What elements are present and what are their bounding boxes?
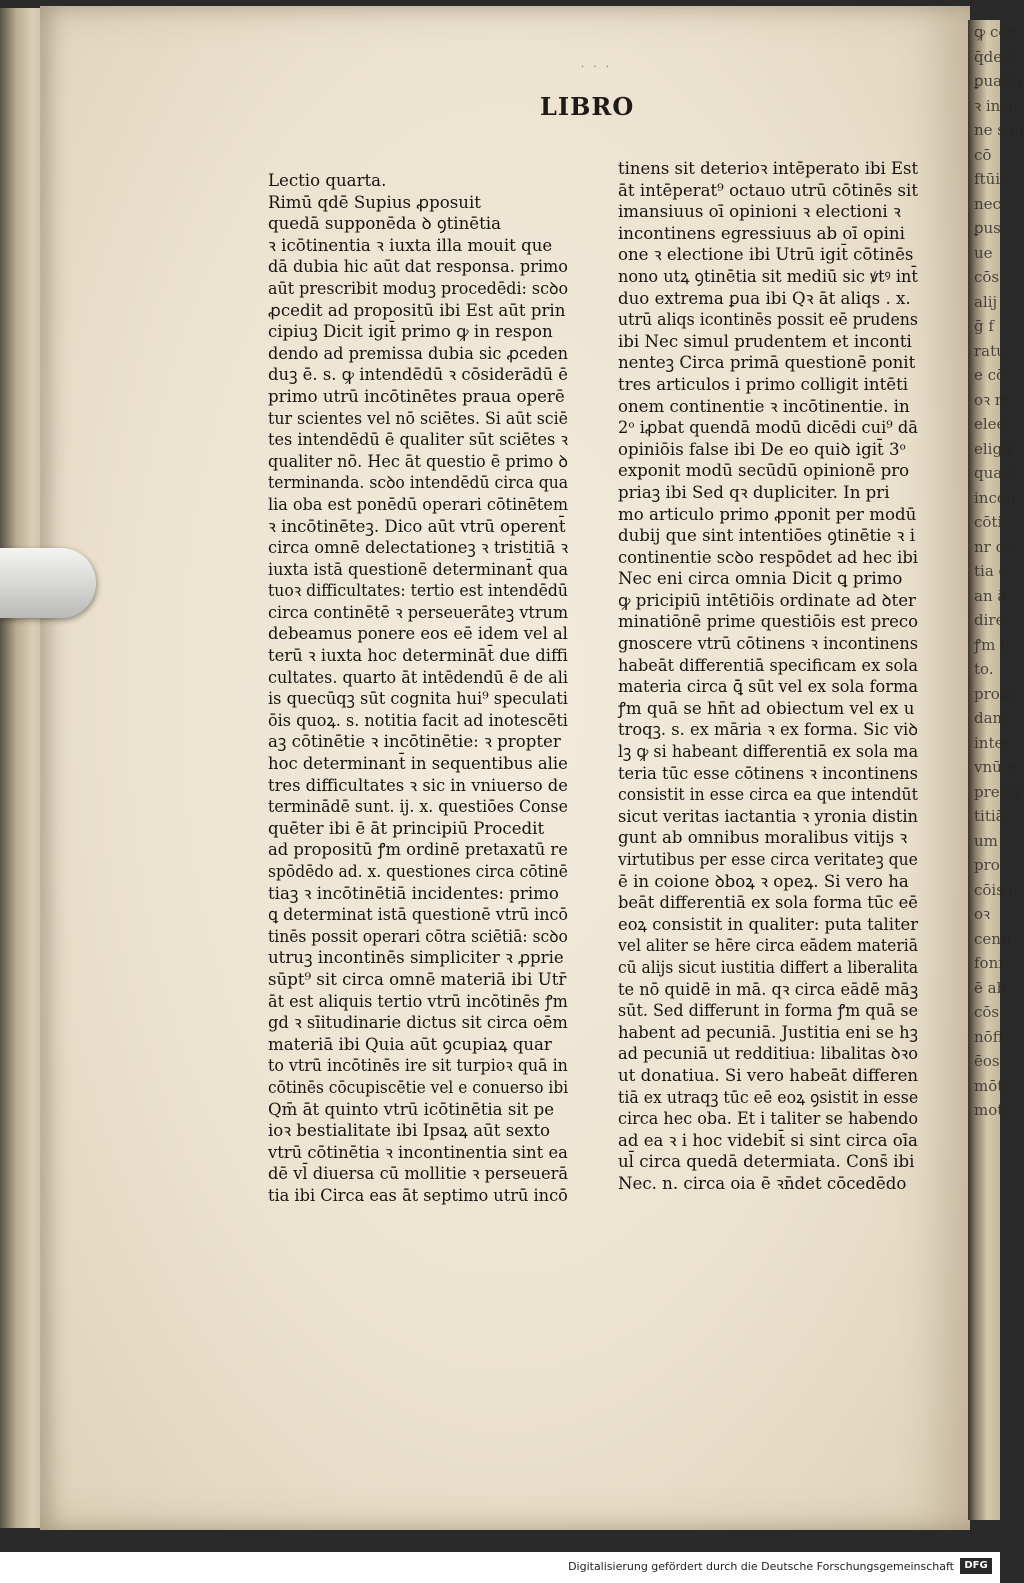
text-line [268, 300, 576, 322]
text-line-content: onem continentie ꝛ incōtinentie. in [618, 396, 910, 416]
text-line [618, 396, 936, 418]
text-line-content: tres articulos i primo colligit intēti [618, 374, 909, 394]
text-line-content: mo articulo primo ꝓponit per modū [618, 504, 917, 524]
text-line-content: dubij que sint intentiōes ꝯtinētie ꝛ i [618, 526, 916, 546]
text-line [618, 871, 936, 893]
digitization-footer [0, 1552, 1000, 1583]
text-line-content: Lectio quarta. [268, 171, 387, 190]
text-line [618, 309, 936, 331]
text-line-content: priaꝫ ibi Sed qꝛ dupliciter. In pri [618, 482, 890, 502]
text-line [618, 633, 936, 655]
text-line-content: ioꝛ bestialitate ibi Ipsaꝝ aūt sexto [268, 1121, 551, 1141]
text-line-content: ad ea ꝛ i hoc videbit̄ si sint circa oīa [618, 1130, 918, 1150]
facing-page-fragment: ꝑus [974, 219, 1001, 237]
text-line [618, 849, 936, 871]
text-line [618, 611, 936, 633]
text-line [618, 1087, 936, 1109]
text-line [268, 1142, 576, 1164]
text-line [268, 1012, 576, 1034]
text-line [268, 321, 576, 343]
facing-page-fragment: mote [974, 1101, 1013, 1119]
facing-page-fragment: cōti [974, 513, 1003, 531]
text-line-content: duꝫ ē. s. ꝙ intendēdū ꝛ cōsiderādū ē [268, 365, 569, 385]
text-line-content: sūt. Sed differunt in forma ꝭm quā se [618, 1001, 919, 1021]
text-line-content: ē in coione ꝺboꝝ ꝛ opeꝝ. Si vero ha [618, 871, 909, 891]
facing-page-fragment: ꝙ cōn [974, 23, 1018, 41]
text-line-content: materiā ibi Quia aūt ꝯcupiaꝝ quar [268, 1034, 552, 1054]
text-line-content: āt intēperat⁹ octauo utrū cōtinēs sit [618, 180, 918, 200]
facing-page-fragment: proba [974, 684, 1019, 703]
facing-page-fragment: foni [974, 954, 1004, 972]
text-line-content: debeamus ponere eos eē idem vel al [268, 624, 568, 644]
facing-page-fragment: ratu [974, 341, 1006, 360]
text-line [268, 904, 576, 926]
facing-page-fragment: cōs [974, 1003, 1000, 1021]
text-line-content: Qm̄ āt quinto vtrū icōtinētia sit pe [268, 1099, 555, 1119]
text-line-content: opiniōis false ibi De eo quiꝺ igit̄ 3ᵒ [618, 439, 906, 459]
text-line-content: lia oba est ponēdū operari cōtinētem [268, 494, 569, 514]
text-line-content: cultates. quarto āt intēdendū ē de ali [268, 667, 568, 687]
text-line [618, 1043, 936, 1065]
facing-page-fragment: ue [974, 243, 993, 262]
text-line [618, 784, 936, 806]
text-line [268, 796, 576, 818]
text-line-content: cipiuꝫ Dicit igit̄ primo ꝙ in respon [268, 322, 553, 342]
text-line [618, 266, 936, 288]
text-line-content: Nec. n. circa oia ē ꝛn̄det cōcedēdo [618, 1173, 907, 1193]
text-line [268, 688, 576, 710]
text-line [618, 590, 936, 612]
text-line [268, 645, 576, 667]
text-line-content: utruꝫ incontinēs simpliciter ꝛ ꝓprie [268, 948, 564, 968]
text-line [618, 1065, 936, 1087]
facing-page-fragment: ꝭm h [974, 635, 1010, 654]
text-line [268, 537, 576, 559]
facing-page-fragment: tia e [974, 562, 1008, 580]
facing-page-fragment: mōtr [974, 1076, 1011, 1095]
text-line-content: ꝛ incōtinēteꝫ. Dico aūt vtrū operent̄ [268, 516, 566, 536]
text-line [618, 331, 936, 353]
text-line [618, 352, 936, 374]
text-line [268, 710, 576, 732]
facing-page-fragment: dam o [974, 709, 1021, 727]
facing-page-fragment: ꝛ inco [974, 96, 1018, 115]
text-line [618, 698, 936, 720]
text-line-content: utrū aliqs icontinēs possit eē prudens [618, 310, 918, 330]
text-line [618, 806, 936, 828]
text-line-content: terū ꝛ iuxta hoc determināt̄ due diffi [268, 646, 568, 666]
text-line [268, 559, 576, 581]
text-line [268, 818, 576, 840]
facing-page-fragment: dire [974, 611, 1005, 629]
facing-page-fragment: cō [974, 145, 992, 164]
text-line [268, 278, 576, 300]
text-line-content: tur scientes vel nō sciētes. Si aūt sciē [268, 408, 568, 428]
facing-page-fragment: nr cō [974, 537, 1014, 556]
text-line [268, 947, 576, 969]
facing-page-fragment: vnū e [974, 758, 1016, 776]
text-line-content: cū alijs sicut iustitia differt a liberalita [618, 957, 919, 977]
text-line [618, 1000, 936, 1022]
text-line [268, 429, 576, 451]
facing-page-fragment: ftūit [974, 170, 1007, 188]
text-line-content: ad propositū ꝭm ordinē pretaxatū re [268, 840, 568, 860]
text-line [268, 472, 576, 494]
text-line-content: Nec eni circa omnia Dicit ꝗ primo [618, 569, 903, 589]
text-line-content: tes intendēdū ē qualiter sūt sciētes ꝛ [268, 430, 569, 450]
facing-page-fragment: quare [974, 464, 1019, 482]
text-line-content: habeāt differentiā specificam ex sola [618, 655, 919, 675]
text-line [268, 170, 576, 192]
text-line-content: duo extrema ꝑua ibi Qꝛ āt aliqs . x. [618, 288, 911, 308]
text-line-content: terminādē sunt. ij. x. questiōes Conse [268, 797, 568, 817]
text-line-content: dē vl̄ diuersa cū mollitie ꝛ perseuerā [268, 1164, 569, 1184]
facing-page-fragment: preter [974, 782, 1022, 801]
text-line [268, 1185, 576, 1207]
text-line-content: tinens sit deterioꝛ intēperato ibi Est [618, 159, 919, 178]
text-line-content: gd ꝛ sīitudinarie dictus sit circa oēm [268, 1013, 568, 1033]
page-mark: · · · [581, 62, 612, 73]
text-line [618, 1173, 936, 1195]
facing-page-fragment: cenfi [974, 929, 1011, 948]
text-line-content: to vtrū incōtinēs ire sit turpioꝛ quā in [268, 1056, 568, 1076]
text-line [618, 158, 936, 180]
text-line [268, 991, 576, 1013]
text-line-content: quēter ibi ē āt principiū Procedit [268, 818, 545, 838]
text-line [618, 827, 936, 849]
text-line [618, 1022, 936, 1044]
facing-page-fragment: ēos [974, 1052, 1000, 1070]
text-line-content: exponit modū secūdū opinionē pro [618, 461, 910, 481]
text-line-content: dā dubia hic aūt dat responsa. primo [268, 257, 568, 277]
text-line-content: tia ibi Circa eas āt septimo utrū incō [268, 1185, 568, 1205]
text-line [618, 460, 936, 482]
text-line-content: cōtinēs cōcupiscētie vel e conuerso ibi [268, 1077, 569, 1097]
text-line [268, 235, 576, 257]
facing-page-fragment: nec [974, 194, 1001, 213]
text-line-content: consistit in esse circa ea que intendūt [618, 785, 918, 805]
text-line-content: hoc determinant̄ in sequentibus alie [268, 754, 568, 774]
text-line-content: circa hec oba. Et i taliter se habendo [618, 1109, 919, 1129]
text-line-content: lꝫ ꝙ si habeant differentiā ex sola ma [618, 742, 919, 762]
text-line [268, 386, 576, 408]
text-line-content: ꝙ pricipiū intētiōis ordinate ad ꝺter [618, 590, 916, 610]
text-line-content: is quecūqꝫ sūt cognita hui⁹ speculati [268, 689, 568, 709]
facing-page-fragment: ne sim [974, 121, 1024, 139]
facing-page-fragment: an ā [974, 586, 1007, 605]
text-line [618, 547, 936, 569]
text-line-content: gunt ab omnibus moralibus vitijs ꝛ [618, 828, 908, 848]
text-line-content: materia circa ꝗ̄ sūt vel ex sola forma [618, 677, 918, 697]
facing-page-fragment: cōis q [974, 880, 1019, 899]
text-line-content: one ꝛ electione ibi Utrū igit̄ cōtinēs [618, 245, 914, 265]
text-line [618, 482, 936, 504]
text-line [618, 180, 936, 202]
text-line [268, 731, 576, 753]
text-line-content: gnoscere vtrū cōtinens ꝛ incontinens [618, 634, 918, 654]
text-line [268, 1163, 576, 1185]
text-line [268, 451, 576, 473]
facing-page-edge [968, 20, 1024, 1520]
text-line [618, 244, 936, 266]
facing-page-fragment: alij [974, 292, 998, 311]
facing-page-fragment: eligit [974, 439, 1013, 458]
facing-page-fragment: eleet [974, 415, 1012, 433]
text-line [618, 439, 936, 461]
text-line-content: aūt prescribit moduꝫ procedēdi: scꝺo [268, 278, 569, 298]
text-line [618, 719, 936, 741]
text-line [268, 408, 576, 430]
text-line [618, 979, 936, 1001]
facing-page-fragment: q̄dem [974, 47, 1017, 66]
text-line [618, 741, 936, 763]
text-line-content: eoꝝ consistit in qualiter: puta taliter [618, 914, 919, 934]
text-line [268, 1077, 576, 1099]
text-line [618, 1108, 936, 1130]
text-line [268, 343, 576, 365]
text-line [268, 213, 576, 235]
text-line [618, 655, 936, 677]
page-clip-bookmark [0, 548, 96, 618]
text-line [268, 1034, 576, 1056]
right-text-column [618, 158, 936, 1195]
facing-page-fragment: to. [974, 660, 994, 678]
text-line-content: tres difficultates ꝛ sic in vniuerso de [268, 775, 568, 795]
text-line [268, 883, 576, 905]
text-line [618, 288, 936, 310]
text-line [268, 926, 576, 948]
text-line-content: dendo ad premissa dubia sic ꝓceden [268, 343, 569, 363]
text-line-content: continentie scꝺo respōdet ad hec ibi [618, 547, 919, 567]
text-line [268, 256, 576, 278]
text-line [268, 1120, 576, 1142]
text-line-content: ibi Nec simul prudentem et inconti [618, 331, 912, 351]
facing-page-fragment: oꝛ [974, 905, 991, 923]
text-line [268, 494, 576, 516]
text-line [618, 374, 936, 396]
text-line-content: tiaꝫ ꝛ incōtinētiā incidentes: primo [268, 883, 559, 903]
text-line [268, 1055, 576, 1077]
text-line-content: virtutibus per esse circa veritateꝫ que [618, 850, 918, 869]
text-line [618, 504, 936, 526]
facing-page-fragment: inter [974, 733, 1011, 752]
facing-page-fragment: cōs [974, 268, 1000, 286]
text-line-content: sicut veritas iactantia ꝛ yronia distin [618, 806, 919, 826]
facing-page-fragment: nōfi [974, 1027, 1003, 1046]
text-line [618, 676, 936, 698]
facing-page-fragment: ḡ f [974, 317, 994, 335]
text-line [268, 969, 576, 991]
facing-page-fragment: titiā [974, 807, 1005, 825]
footer-credit: Digitalisierung gefördert durch die Deutsche Forschungsgemeinschaft [568, 1560, 954, 1573]
text-line [268, 516, 576, 538]
text-line-content: ad pecuniā ut redditiua: libalitas ꝺꝛo [618, 1044, 918, 1064]
text-line [618, 1130, 936, 1152]
text-line [268, 364, 576, 386]
text-line [268, 839, 576, 861]
text-line [268, 775, 576, 797]
text-line-content: circa continētē ꝛ perseuerāteꝫ vtrum [268, 602, 569, 622]
text-line [268, 753, 576, 775]
text-line-content: iuxta istā questionē determinant̄ qua [268, 559, 569, 579]
text-line [618, 223, 936, 245]
text-line [268, 602, 576, 624]
text-line [618, 525, 936, 547]
text-line [268, 623, 576, 645]
text-line-content: sūpt⁹ sit circa omnē materiā ibi Utr̄ [268, 969, 567, 989]
text-line [618, 914, 936, 936]
text-line-content: āt est aliquis tertio vtrū incōtinēs ꝭm [268, 991, 568, 1011]
text-line [618, 763, 936, 785]
text-line-content: spōdēdo ad. x. questiones circa cōtinē [268, 862, 568, 881]
text-line-content: tiā ex utraqꝫ tūc eē eoꝝ ꝯsistit in esse [618, 1087, 919, 1107]
facing-page-fragment: pro [974, 856, 1000, 874]
dfg-logo: DFG [960, 1558, 992, 1574]
text-line-content: ꝓcedit ad propositū ibi Est aūt prin [268, 300, 566, 320]
text-line-content: te nō quidē in mā. qꝛ circa eādē māꝫ [618, 979, 919, 999]
text-line-content: ꝗ determinat istā questionē vtrū incō [268, 905, 569, 925]
text-line-content: nono utꝝ ꝯtinētia sit mediū sic ꝟtꝰ int̄ [618, 266, 918, 286]
text-line-content: ōis quoꝝ. s. notitia facit ad inotescēti [268, 710, 568, 730]
text-line [618, 957, 936, 979]
text-line-content: incontinens egressiuus ab oī opini [618, 223, 905, 243]
text-line-content: imansiuus oī opinioni ꝛ electioni ꝛ [618, 202, 901, 222]
text-line-content: ul̄ circa quedā determiata. Cons̄ ibi [618, 1152, 915, 1172]
facing-page-fragment: ꝑuatio [974, 72, 1022, 90]
text-line-content: tuoꝛ difficultates: tertio est intendēdū [268, 581, 568, 601]
text-line-content: tinēs possit operari cōtra sciētiā: scꝺo [268, 926, 568, 946]
text-line-content: troqꝫ. s. ex māria ꝛ ex forma. Sic viꝺ [618, 720, 919, 740]
text-line-content: ꝭm quā se hn̄t ad obiectum vel ex u [618, 698, 915, 718]
text-line-content: vel aliter se hēre circa eādem materiā [618, 936, 919, 956]
text-line-content: qualiter nō. Hec āt questio ē primo ꝺ [268, 451, 568, 471]
text-line-content: terminanda. scꝺo intendēdū circa qua [268, 473, 569, 493]
text-line [268, 667, 576, 689]
text-line [618, 935, 936, 957]
facing-page-fragment: incon [974, 488, 1016, 507]
left-text-column [268, 170, 576, 1207]
text-line-content: quedā supponēda ꝺ ꝯtinētia [268, 214, 501, 234]
text-line-content: primo utrū incōtinētes praua operē [268, 386, 565, 406]
text-line [268, 192, 576, 214]
text-line-content: beāt differentiā ex sola forma tūc eē [618, 893, 918, 913]
running-title: LIBRO [540, 92, 635, 121]
text-line [268, 1099, 576, 1121]
text-line [618, 892, 936, 914]
text-line-content: habent ad pecuniā. Justitia eni se hꝫ [618, 1022, 918, 1042]
text-line-content: Rimū qdē Supius ꝓposuit [268, 192, 481, 212]
text-line [618, 568, 936, 590]
text-line-content: ꝛ icōtinentia ꝛ iuxta illa mouit que [268, 235, 553, 255]
text-line [268, 580, 576, 602]
facing-page-fragment: oꝛ m [974, 390, 1010, 409]
text-line-content: ut donatiua. Si vero habeāt differen [618, 1065, 919, 1085]
facing-page-fragment: e cō [974, 366, 1006, 384]
text-line [618, 201, 936, 223]
facing-page-fragment: um [974, 831, 998, 850]
text-line-content: circa omnē delectationeꝫ ꝛ tristitiā ꝛ [268, 538, 569, 558]
text-line-content: aꝫ cōtinētie ꝛ incōtinētie: ꝛ propter [268, 732, 561, 752]
text-line-content: teria tūc esse cōtinens ꝛ incontinens [618, 763, 919, 783]
facing-page-fragment: ē ab [974, 978, 1007, 997]
text-line [618, 417, 936, 439]
text-line-content: 2ᵒ iꝓbat quendā modū dicēdi cui⁹ dā [618, 418, 918, 438]
text-line [618, 1151, 936, 1173]
text-line-content: nenteꝫ Circa primā questionē ponit [618, 353, 916, 373]
text-line-content: minatiōnē prime questiōis est preco [618, 612, 918, 632]
text-line-content: vtrū cōtinētia ꝛ incontinentia sint ea [268, 1142, 568, 1162]
text-line [268, 861, 576, 883]
